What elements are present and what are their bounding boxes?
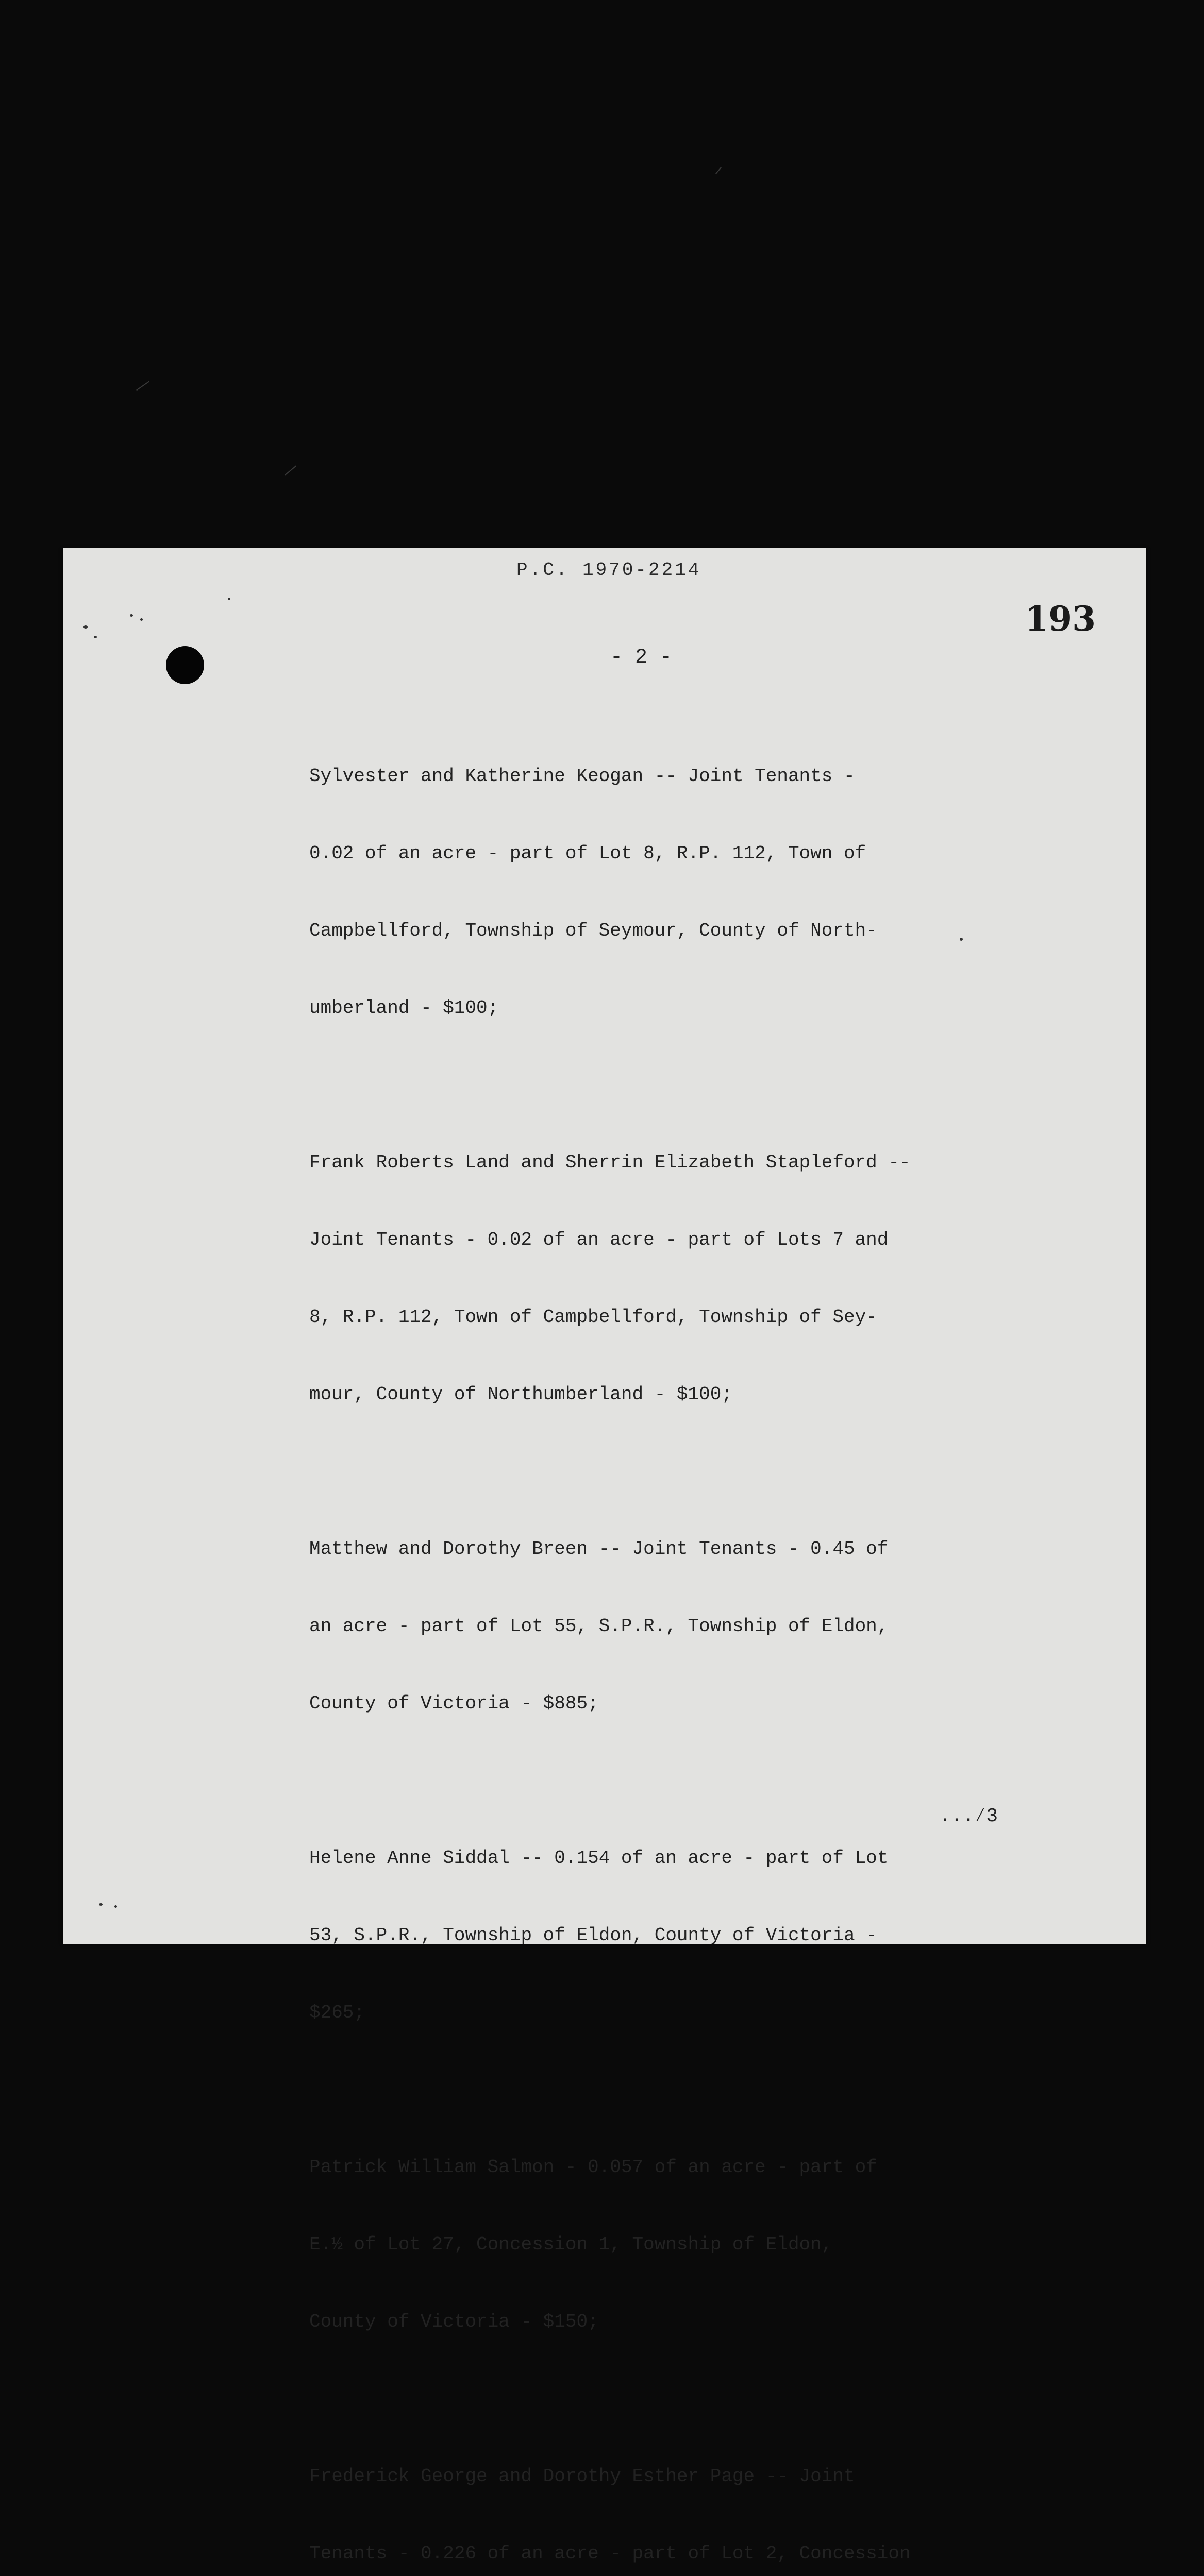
speck-mark [94, 636, 97, 638]
entry-line: 53, S.P.R., Township of Eldon, County of Victoria - [309, 1925, 877, 1946]
document-page [63, 548, 1146, 2564]
list-item [309, 712, 1000, 1073]
entry-line: 8, R.P. 112, Town of Campbellford, Township of Sey- [309, 1307, 877, 1328]
entry-line: $265; [309, 2002, 365, 2023]
entry-list [309, 712, 1000, 2576]
entry-line: Helene Anne Siddal -- 0.154 of an acre - part of Lot [309, 1848, 889, 1869]
entry-line: mour, County of Northumberland - $100; [309, 1384, 732, 1405]
entry-line: Patrick William Salmon - 0.057 of an acre - part of [309, 2157, 877, 2178]
entry-line: Matthew and Dorothy Breen -- Joint Tenants - 0.45 of [309, 1538, 889, 1560]
entry-line: an acre - part of Lot 55, S.P.R., Township of Eldon, [309, 1616, 889, 1637]
speck-mark [130, 614, 133, 617]
list-item [309, 2412, 1000, 2576]
speck-mark [99, 1903, 103, 1906]
entry-line: County of Victoria - $150; [309, 2311, 599, 2332]
entry-line: Sylvester and Katherine Keogan -- Joint Tenants - [309, 766, 855, 787]
folio-number: 193 [1025, 599, 1096, 639]
entry-line: 0.02 of an acre - part of Lot 8, R.P. 112, Town of [309, 843, 866, 864]
continuation-marker: ...∕3 [939, 1805, 998, 1827]
list-item [309, 1794, 1000, 2077]
speck-mark [140, 618, 143, 621]
speck-mark [114, 1905, 117, 1908]
entry-line: Frank Roberts Land and Sherrin Elizabeth Stapleford -- [309, 1152, 911, 1173]
entry-line: E.½ of Lot 27, Concession 1, Township of Eldon, [309, 2234, 833, 2255]
page-number: - 2 - [610, 646, 673, 669]
punch-hole [166, 646, 204, 684]
document-reference: P.C. 1970-2214 [516, 560, 701, 581]
entry-line: umberland - $100; [309, 997, 499, 1019]
entry-line: Tenants - 0.226 of an acre - part of Lot 2, Concession [309, 2543, 911, 2564]
entry-line: Frederick George and Dorothy Esther Page -- Joint [309, 2466, 855, 2487]
list-item [309, 1485, 1000, 1768]
entry-line: Campbellford, Township of Seymour, County of North- [309, 920, 877, 941]
film-scratch [715, 167, 722, 174]
film-scratch [136, 381, 149, 391]
list-item [309, 2103, 1000, 2386]
film-scratch [285, 465, 297, 476]
list-item [309, 1098, 1000, 1459]
entry-line: County of Victoria - $885; [309, 1693, 599, 1714]
speck-mark [228, 598, 230, 600]
entry-line: Joint Tenants - 0.02 of an acre - part of Lots 7 and [309, 1229, 889, 1250]
speck-mark [83, 625, 88, 629]
